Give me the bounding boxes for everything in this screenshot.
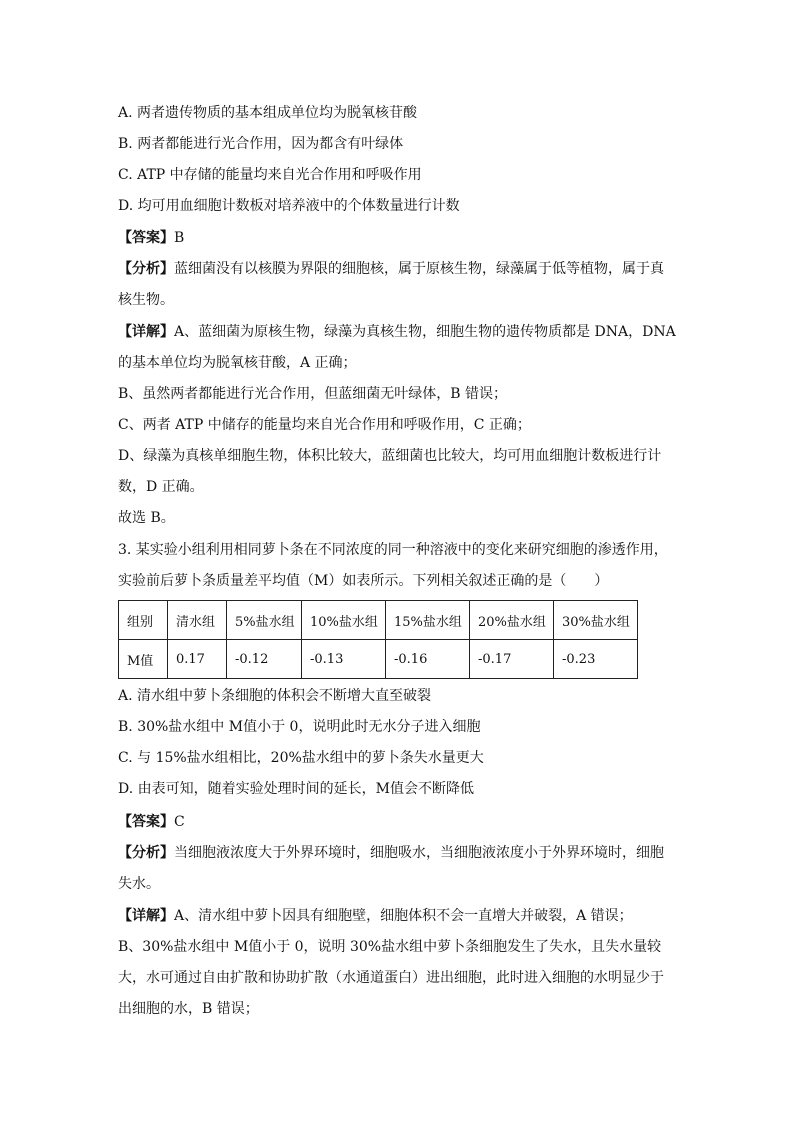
q3-data-table [118, 600, 638, 679]
analysis-tag: 【分析】 [118, 261, 174, 277]
q3-analysis-line-1 [118, 843, 664, 863]
table-cell: 0.17 [168, 640, 227, 679]
q2-detail-line-4: C、两者 ATP 中储存的能量均来自光合作用和呼吸作用，C 正确； [118, 417, 531, 433]
answer-tag: 【答案】 [118, 230, 174, 246]
analysis-text: 当细胞液浓度大于外界环境时，细胞吸水，当细胞液浓度小于外界环境时，细胞 [174, 845, 664, 861]
table-cell: -0.13 [302, 640, 386, 679]
answer-value: C [174, 814, 185, 830]
table-cell: -0.12 [227, 640, 302, 679]
q2-conclusion: 故选 B。 [118, 510, 175, 526]
q2-analysis-line-1 [118, 259, 664, 279]
answer-value: B [174, 230, 185, 246]
q3-option-b: B. 30%盐水组中 M值小于 0，说明此时无水分子进入细胞 [118, 719, 481, 735]
q2-option-b: B. 两者都能进行光合作用，因为都含有叶绿体 [118, 136, 404, 152]
table-cell: 20%盐水组 [470, 601, 554, 640]
table-header-row [119, 601, 638, 640]
q2-detail-line-5: D、绿藻为真核单细胞生物，体积比较大，蓝细菌也比较大，均可用血细胞计数板进行计 [118, 448, 662, 464]
detail-text: A、清水组中萝卜因具有细胞壁，细胞体积不会一直增大并破裂，A 错误； [174, 908, 633, 924]
detail-tag: 【详解】 [118, 324, 174, 340]
q3-detail-line-4: 出细胞的水，B 错误； [118, 1001, 259, 1017]
q2-option-d: D. 均可用血细胞计数板对培养液中的个体数量进行计数 [118, 198, 460, 214]
q3-option-d: D. 由表可知，随着实验处理时间的延长，M值会不断降低 [118, 781, 474, 797]
q3-option-a: A. 清水组中萝卜条细胞的体积会不断增大直至破裂 [118, 688, 432, 704]
q2-option-c: C. ATP 中存储的能量均来自光合作用和呼吸作用 [118, 167, 422, 183]
detail-tag: 【详解】 [118, 908, 174, 924]
q2-detail-line-6: 数，D 正确。 [118, 479, 204, 495]
table-cell: 清水组 [168, 601, 227, 640]
table-cell: M值 [119, 640, 168, 679]
q2-detail-line-1 [118, 322, 676, 342]
q2-detail-line-3: B、虽然两者都能进行光合作用，但蓝细菌无叶绿体，B 错误； [118, 386, 508, 402]
table-cell: 30%盐水组 [554, 601, 638, 640]
table-cell: 5%盐水组 [227, 601, 302, 640]
table-cell: -0.16 [386, 640, 470, 679]
q3-stem-line-2: 实验前后萝卜条质量差平均值（M）如表所示。下列相关叙述正确的是（ ） [118, 573, 609, 589]
q2-analysis-line-2: 核生物。 [118, 292, 174, 308]
table-row [119, 640, 638, 679]
analysis-text: 蓝细菌没有以核膜为界限的细胞核，属于原核生物，绿藻属于低等植物，属于真 [174, 261, 664, 277]
q3-stem-line-1: 3. 某实验小组利用相同萝卜条在不同浓度的同一种溶液中的变化来研究细胞的渗透作用， [118, 542, 668, 558]
table-cell: 组别 [119, 601, 168, 640]
answer-tag: 【答案】 [118, 814, 174, 830]
detail-text: A、蓝细菌为原核生物，绿藻为真核生物，细胞生物的遗传物质都是 DNA，DNA [174, 324, 676, 340]
q3-detail-line-2: B、30%盐水组中 M值小于 0，说明 30%盐水组中萝卜条细胞发生了失水，且失水量较 [118, 939, 662, 955]
q2-option-a: A. 两者遗传物质的基本组成单位均为脱氧核苷酸 [118, 105, 418, 121]
q3-option-c: C. 与 15%盐水组相比，20%盐水组中的萝卜条失水量更大 [118, 750, 484, 766]
table-cell: -0.23 [554, 640, 638, 679]
table-cell: -0.17 [470, 640, 554, 679]
q3-detail-line-3: 大，水可通过自由扩散和协助扩散（水通道蛋白）进出细胞，此时进入细胞的水明显少于 [118, 970, 664, 986]
analysis-tag: 【分析】 [118, 845, 174, 861]
q2-answer-line [118, 228, 184, 248]
table-cell: 10%盐水组 [302, 601, 386, 640]
table-cell: 15%盐水组 [386, 601, 470, 640]
q3-detail-line-1 [118, 906, 633, 926]
q2-detail-line-2: 的基本单位均为脱氧核苷酸，A 正确； [118, 355, 357, 371]
q3-analysis-line-2: 失水。 [118, 876, 160, 892]
q3-answer-line [118, 812, 185, 832]
